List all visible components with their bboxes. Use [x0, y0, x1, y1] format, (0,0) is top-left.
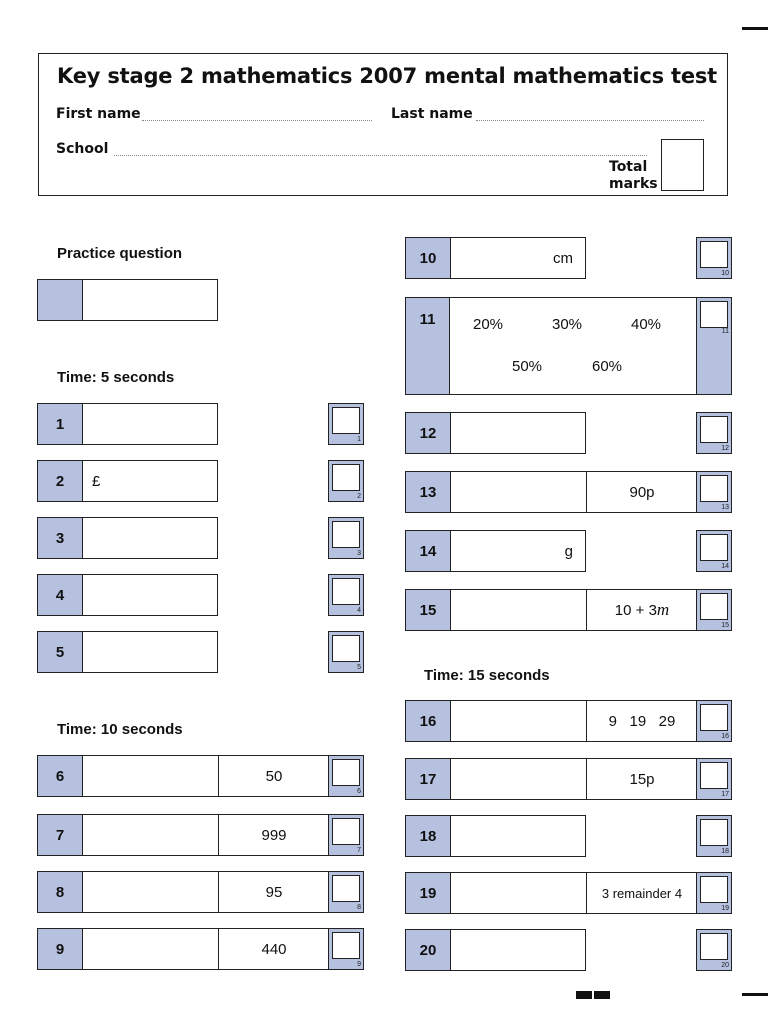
mark-number-12: 12: [721, 445, 729, 452]
question-number-15: 15: [406, 590, 451, 630]
mark-number-2: 2: [357, 493, 361, 500]
question-number-17: 17: [406, 759, 451, 799]
practice-number-cell: [38, 280, 83, 320]
crop-mark-top: [742, 27, 768, 30]
option-40-percent[interactable]: 40%: [631, 316, 662, 333]
answer-box-11[interactable]: [405, 297, 697, 395]
question-number-5: 5: [38, 632, 83, 672]
answer-box-8[interactable]: [37, 871, 329, 913]
mark-number-7: 7: [357, 847, 361, 854]
mark-box-3[interactable]: [328, 517, 364, 559]
mark-box-8[interactable]: [328, 871, 364, 913]
given-value-6: 50: [218, 755, 330, 797]
mark-number-3: 3: [357, 550, 361, 557]
answer-box-20[interactable]: [405, 929, 586, 971]
footer-mark-left: [576, 991, 592, 999]
header-box: [38, 53, 728, 196]
given-value-19: 3 remainder 4: [586, 872, 698, 914]
answer-box-3[interactable]: [37, 517, 218, 559]
mark-inner-16[interactable]: [700, 704, 728, 731]
mark-box-14[interactable]: [696, 530, 732, 572]
mark-inner-3[interactable]: [332, 521, 360, 548]
answer-box-12[interactable]: [405, 412, 586, 454]
mark-box-9[interactable]: [328, 928, 364, 970]
mark-number-5: 5: [357, 664, 361, 671]
mark-inner-18[interactable]: [700, 819, 728, 846]
given-value-7: 999: [218, 814, 330, 856]
mark-inner-14[interactable]: [700, 534, 728, 561]
mark-box-4[interactable]: [328, 574, 364, 616]
mark-number-10: 10: [721, 270, 729, 277]
mark-box-16[interactable]: [696, 700, 732, 742]
expression-15-constant: 10 + 3: [614, 601, 657, 619]
question-number-2: 2: [38, 461, 83, 501]
mark-box-6[interactable]: [328, 755, 364, 797]
question-number-1: 1: [38, 404, 83, 444]
mark-number-18: 18: [721, 848, 729, 855]
mark-box-10[interactable]: [696, 237, 732, 279]
mark-number-9: 9: [357, 961, 361, 968]
mark-inner-6[interactable]: [332, 759, 360, 786]
school-field[interactable]: [114, 155, 647, 156]
school-label: School: [56, 141, 109, 157]
mark-number-1: 1: [357, 436, 361, 443]
question-number-16: 16: [406, 701, 451, 741]
mark-box-19[interactable]: [696, 872, 732, 914]
mark-number-4: 4: [357, 607, 361, 614]
answer-box-17[interactable]: [405, 758, 697, 800]
mark-inner-20[interactable]: [700, 933, 728, 960]
mark-inner-2[interactable]: [332, 464, 360, 491]
answer-box-7[interactable]: [37, 814, 329, 856]
given-value-8: 95: [218, 871, 330, 913]
given-sequence-16: 9 19 29: [586, 700, 698, 742]
answer-box-2[interactable]: [37, 460, 218, 502]
mark-inner-19[interactable]: [700, 876, 728, 903]
mark-number-19: 19: [721, 905, 729, 912]
mark-box-13[interactable]: [696, 471, 732, 513]
last-name-field[interactable]: [476, 120, 704, 121]
practice-answer-box[interactable]: [37, 279, 218, 321]
mark-number-20: 20: [721, 962, 729, 969]
mark-inner-11[interactable]: [700, 301, 728, 328]
answer-box-10[interactable]: [405, 237, 586, 279]
mark-box-20[interactable]: [696, 929, 732, 971]
mark-box-17[interactable]: [696, 758, 732, 800]
mark-inner-7[interactable]: [332, 818, 360, 845]
last-name-label: Last name: [391, 106, 473, 122]
given-value-13: 90p: [586, 471, 698, 513]
option-30-percent[interactable]: 30%: [552, 316, 583, 333]
mark-box-18[interactable]: [696, 815, 732, 857]
total-marks-label: [609, 159, 658, 193]
mark-box-2[interactable]: [328, 460, 364, 502]
given-expression-15: [586, 589, 698, 631]
question-number-4: 4: [38, 575, 83, 615]
mark-number-14: 14: [721, 563, 729, 570]
total-label-line2: marks: [609, 176, 658, 192]
question-number-6: 6: [38, 756, 83, 796]
mark-box-5[interactable]: [328, 631, 364, 673]
question-number-8: 8: [38, 872, 83, 912]
mark-number-6: 6: [357, 788, 361, 795]
question-number-9: 9: [38, 929, 83, 969]
mark-inner-12[interactable]: [700, 416, 728, 443]
footer-mark-right: [594, 991, 610, 999]
crop-mark-bottom: [742, 993, 768, 996]
pound-sign: £: [92, 472, 101, 490]
answer-box-14[interactable]: [405, 530, 586, 572]
answer-box-18[interactable]: [405, 815, 586, 857]
question-number-10: 10: [406, 238, 451, 278]
mark-number-16: 16: [721, 733, 729, 740]
first-name-field[interactable]: [142, 120, 372, 121]
unit-cm: cm: [553, 249, 573, 267]
mark-inner-10[interactable]: [700, 241, 728, 268]
page-title: Key stage 2 mathematics 2007 mental mathematics test: [57, 64, 718, 88]
mark-inner-13[interactable]: [700, 475, 728, 502]
mark-inner-17[interactable]: [700, 762, 728, 789]
time-10-label: Time: 10 seconds: [57, 721, 183, 738]
mark-inner-9[interactable]: [332, 932, 360, 959]
question-number-13: 13: [406, 472, 451, 512]
mark-number-17: 17: [721, 791, 729, 798]
mark-inner-5[interactable]: [332, 635, 360, 662]
mark-number-8: 8: [357, 904, 361, 911]
question-number-12: 12: [406, 413, 451, 453]
time-5-label: Time: 5 seconds: [57, 369, 175, 386]
answer-box-19[interactable]: [405, 872, 697, 914]
answer-box-5[interactable]: [37, 631, 218, 673]
question-number-20: 20: [406, 930, 451, 970]
total-label-line1: Total: [609, 159, 648, 175]
question-number-19: 19: [406, 873, 451, 913]
mark-number-11: 11: [721, 328, 729, 335]
answer-box-15[interactable]: [405, 589, 697, 631]
option-20-percent[interactable]: 20%: [473, 316, 504, 333]
expression-15-variable: m: [656, 600, 670, 619]
mark-inner-15[interactable]: [700, 593, 728, 620]
option-60-percent[interactable]: 60%: [592, 358, 623, 375]
given-value-17: 15p: [586, 758, 698, 800]
answer-box-9[interactable]: [37, 928, 329, 970]
mark-box-11[interactable]: [696, 297, 732, 395]
answer-box-4[interactable]: [37, 574, 218, 616]
total-marks-box[interactable]: [661, 139, 704, 191]
question-number-18: 18: [406, 816, 451, 856]
question-number-7: 7: [38, 815, 83, 855]
answer-box-1[interactable]: [37, 403, 218, 445]
mark-box-1[interactable]: [328, 403, 364, 445]
answer-box-6[interactable]: [37, 755, 329, 797]
question-number-11: 11: [406, 298, 450, 394]
mark-box-15[interactable]: [696, 589, 732, 631]
time-15-label: Time: 15 seconds: [424, 667, 550, 684]
mark-box-12[interactable]: [696, 412, 732, 454]
mark-number-13: 13: [721, 504, 729, 511]
mark-inner-1[interactable]: [332, 407, 360, 434]
answer-box-16[interactable]: [405, 700, 697, 742]
unit-g: g: [564, 542, 573, 560]
first-name-label: First name: [56, 106, 141, 122]
option-50-percent[interactable]: 50%: [512, 358, 543, 375]
mark-box-7[interactable]: [328, 814, 364, 856]
given-value-9: 440: [218, 928, 330, 970]
practice-label: Practice question: [57, 245, 183, 262]
mark-number-15: 15: [721, 622, 729, 629]
question-number-14: 14: [406, 531, 451, 571]
mark-inner-8[interactable]: [332, 875, 360, 902]
question-number-3: 3: [38, 518, 83, 558]
answer-box-13[interactable]: [405, 471, 697, 513]
mark-inner-4[interactable]: [332, 578, 360, 605]
